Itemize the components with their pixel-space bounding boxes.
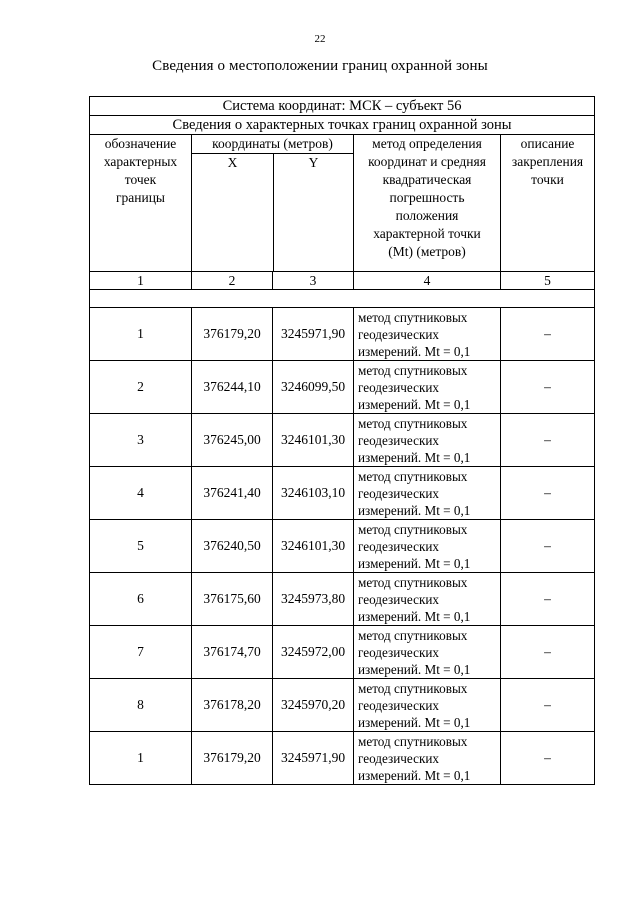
table-subtitle: Сведения о характерных точках границ охранной зоны [90,116,595,135]
coordinate-x: 376174,70 [192,626,273,679]
point-designation: 1 [90,732,192,785]
coordinate-y: 3245970,20 [273,679,354,732]
method-line: измерений. Mt = 0,1 [358,661,471,677]
method-line: метод спутниковых [358,309,468,325]
header-row [90,135,595,272]
table-row [90,361,595,414]
method-line: измерений. Mt = 0,1 [358,343,471,359]
table-row [90,679,595,732]
point-designation: 7 [90,626,192,679]
coordinate-y: 3245972,00 [273,626,354,679]
column-number: 4 [354,272,501,290]
method-cell [354,626,501,679]
fixation-description: – [501,414,595,467]
coordinate-y: 3246101,30 [273,520,354,573]
header-point-designation: обозначение характерных точек границы [90,135,192,272]
method-line: метод спутниковых [358,627,468,643]
column-number: 5 [501,272,595,290]
table-row [90,414,595,467]
method-cell [354,361,501,414]
coordinate-x: 376245,00 [192,414,273,467]
coordinate-y: 3245971,90 [273,308,354,361]
method-line: метод спутниковых [358,415,468,431]
table-row [90,308,595,361]
header-coordinates-label: координаты (метров) [192,135,353,154]
point-designation: 2 [90,361,192,414]
column-numbers-row [90,272,595,290]
method-line: геодезических [358,379,440,395]
page-number: 22 [314,33,326,45]
method-cell [354,414,501,467]
method-cell [354,467,501,520]
coordinate-y: 3246099,50 [273,361,354,414]
coordinate-x: 376241,40 [192,467,273,520]
column-number: 2 [192,272,273,290]
table-row [90,573,595,626]
method-line: метод спутниковых [358,362,468,378]
coordinate-system: Система координат: МСК – субъект 56 [90,97,595,116]
fixation-description: – [501,467,595,520]
coordinate-x: 376179,20 [192,308,273,361]
fixation-description: – [501,679,595,732]
method-line: метод спутниковых [358,521,468,537]
empty-spacer-row [90,290,595,308]
method-line: измерений. Mt = 0,1 [358,608,471,624]
coordinate-y: 3245971,90 [273,732,354,785]
table-row [90,732,595,785]
fixation-description: – [501,573,595,626]
coordinate-x: 376240,50 [192,520,273,573]
method-line: метод спутниковых [358,468,468,484]
column-number: 1 [90,272,192,290]
coordinate-x: 376244,10 [192,361,273,414]
table-row [90,467,595,520]
method-line: измерений. Mt = 0,1 [358,767,471,783]
method-line: измерений. Mt = 0,1 [358,449,471,465]
fixation-description: – [501,626,595,679]
method-line: геодезических [358,432,440,448]
method-line: геодезических [358,697,440,713]
coordinates-table [89,96,595,785]
method-cell [354,308,501,361]
method-line: геодезических [358,750,440,766]
coordinate-y: 3246103,10 [273,467,354,520]
method-line: измерений. Mt = 0,1 [358,714,471,730]
method-line: геодезических [358,591,440,607]
method-line: измерений. Mt = 0,1 [358,502,471,518]
method-line: геодезических [358,644,440,660]
table-row [90,626,595,679]
method-line: геодезических [358,485,440,501]
coordinate-y: 3245973,80 [273,573,354,626]
header-method: метод определения координат и средняя квадратическая погрешность положения характерной точки (Mt) (метров) [354,135,501,272]
header-x: X [192,154,274,271]
method-line: геодезических [358,326,440,342]
header-description: описание закрепления точки [501,135,595,272]
method-line: метод спутниковых [358,733,468,749]
fixation-description: – [501,732,595,785]
fixation-description: – [501,361,595,414]
point-designation: 4 [90,467,192,520]
coordinate-x: 376175,60 [192,573,273,626]
table-subtitle-row [90,116,595,135]
method-line: метод спутниковых [358,574,468,590]
point-designation: 5 [90,520,192,573]
point-designation: 3 [90,414,192,467]
method-cell [354,520,501,573]
spacer-cell [90,290,595,308]
table-row [90,520,595,573]
method-line: геодезических [358,538,440,554]
point-designation: 8 [90,679,192,732]
method-line: измерений. Mt = 0,1 [358,555,471,571]
coordinate-y: 3246101,30 [273,414,354,467]
fixation-description: – [501,308,595,361]
method-line: метод спутниковых [358,680,468,696]
method-cell [354,679,501,732]
method-cell [354,573,501,626]
column-number: 3 [273,272,354,290]
header-y: Y [308,155,319,170]
fixation-description: – [501,520,595,573]
header-coordinates [192,135,354,272]
document-title: Сведения о местоположении границ охранной зоны [152,58,488,74]
method-line: измерений. Mt = 0,1 [358,396,471,412]
method-cell [354,732,501,785]
point-designation: 1 [90,308,192,361]
coordinate-x: 376179,20 [192,732,273,785]
coordinate-x: 376178,20 [192,679,273,732]
coordinate-system-row [90,97,595,116]
point-designation: 6 [90,573,192,626]
